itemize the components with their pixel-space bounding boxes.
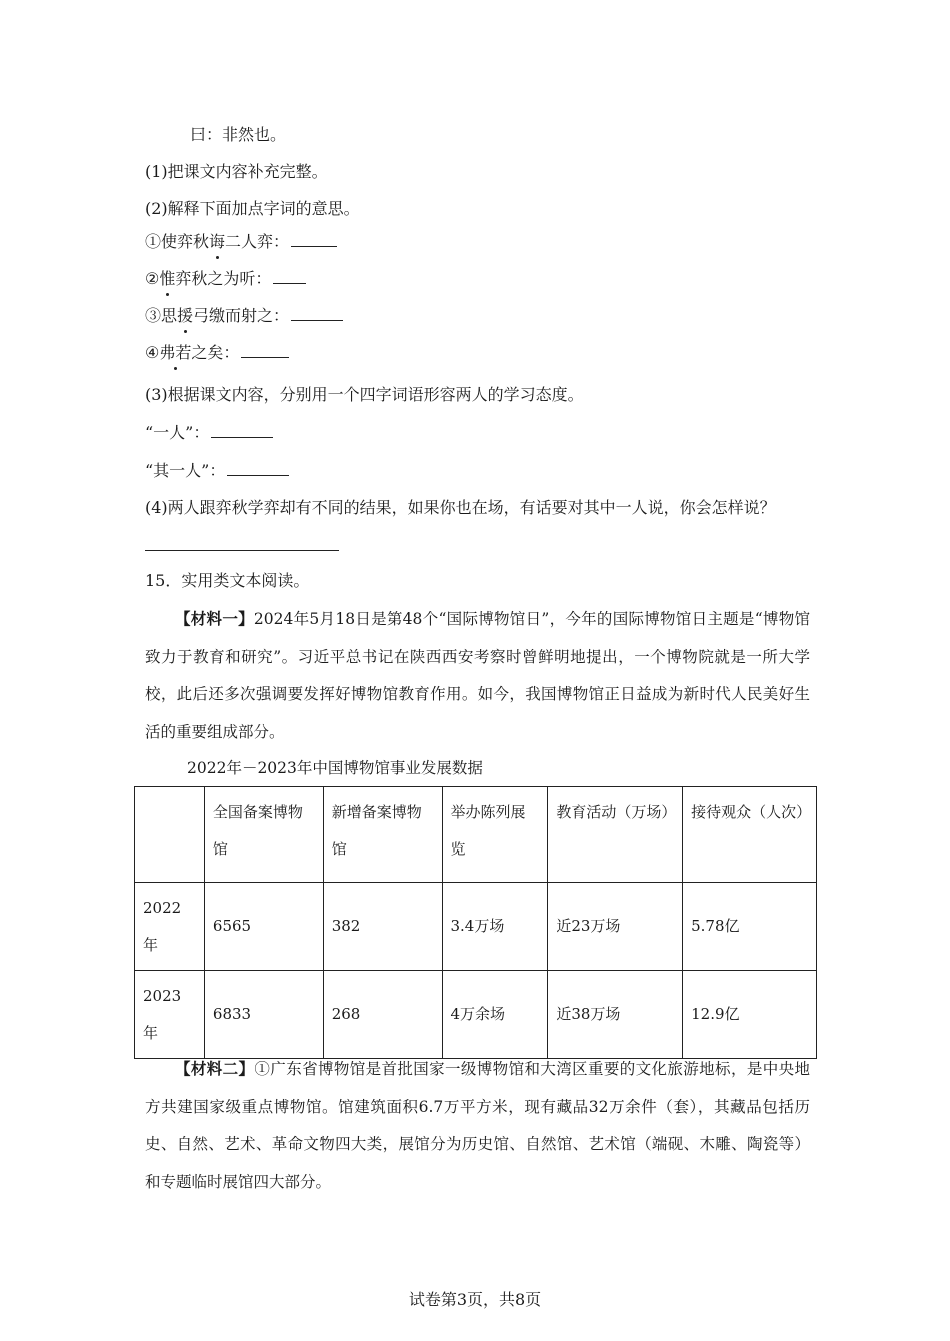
table-cell: 6565 <box>204 883 323 971</box>
page-footer: 试卷第3页，共8页 <box>408 1290 542 1309</box>
text-line: 曰：非然也。 <box>190 125 287 144</box>
table-cell: 近23万场 <box>548 883 683 971</box>
table-cell: 2023年 <box>135 971 205 1059</box>
material-tag: 【材料二】 <box>175 1059 255 1078</box>
material-tag: 【材料一】 <box>175 609 254 628</box>
q2-item-1 <box>145 231 337 253</box>
item-number: ③ <box>145 306 162 325</box>
q3-item-1 <box>145 422 273 444</box>
answer-blank[interactable] <box>241 343 289 358</box>
question-1: (1)把课文内容补充完整。 <box>145 162 328 181</box>
material-text: ①广东省博物馆是首批国家一级博物馆和大湾区重要的文化旅游地标，是中央地方共建国家级重点博物馆。馆建筑面积6.7万平方米，现有藏品32万余件（套），其藏品包括历史、自然、艺术、革命文物四大类，展馆分为历史馆、自然馆、艺术馆（端砚、木雕、陶瓷等）和专题临时展馆四大部分。 <box>145 1060 810 1191</box>
table-header-cell: 接待观众（人次） <box>683 787 817 883</box>
data-table <box>134 786 817 1059</box>
table-row <box>135 971 817 1059</box>
dotted-word: 诲 <box>209 232 226 251</box>
table-cell: 268 <box>323 971 442 1059</box>
dotted-word: 弗若 <box>159 343 192 362</box>
item-text: “一人”： <box>145 423 210 442</box>
table-header-cell: 全国备案博物馆 <box>204 787 323 883</box>
table-cell: 3.4万场 <box>442 883 548 971</box>
answer-blank[interactable] <box>211 423 273 438</box>
q3-item-2 <box>145 460 289 482</box>
item-text: 二人弈： <box>225 232 290 251</box>
material-2 <box>145 1050 810 1201</box>
item-text: “其一人”： <box>145 461 226 480</box>
item-number: ④ <box>145 343 160 362</box>
table-header-cell: 教育活动（万场） <box>548 787 683 883</box>
item-text: 使弈秋 <box>161 232 210 251</box>
table-cell: 5.78亿 <box>683 883 817 971</box>
answer-line[interactable] <box>145 550 339 551</box>
item-number: ① <box>145 232 162 251</box>
table-header-cell: 举办陈列展览 <box>442 787 548 883</box>
material-text: 2024年5月18日是第48个“国际博物馆日”，今年的国际博物馆日主题是“博物馆致力于教育和研究”。习近平总书记在陕西西安考察时曾鲜明地提出，一个博物院就是一所大学校，此后还多次强调要发挥好博物馆教育作用。如今，我国博物馆正日益成为新时代人民美好生活的重要组成部分。 <box>145 610 810 741</box>
question-15: 15．实用类文本阅读。 <box>145 571 310 590</box>
item-number: ② <box>145 269 160 288</box>
table-cell: 382 <box>323 883 442 971</box>
q2-item-3 <box>145 305 343 327</box>
q2-item-2 <box>145 268 306 290</box>
answer-blank[interactable] <box>273 269 306 284</box>
table-header-cell <box>135 787 205 883</box>
item-text: 思 <box>161 306 178 325</box>
question-2: (2)解释下面加点字词的意思。 <box>145 199 360 218</box>
question-3: (3)根据课文内容，分别用一个四字词语形容两人的学习态度。 <box>145 385 584 404</box>
table-title: 2022年－2023年中国博物馆事业发展数据 <box>187 759 483 777</box>
answer-blank[interactable] <box>291 306 343 321</box>
dotted-word: 援 <box>177 306 194 325</box>
table-cell: 4万余场 <box>442 971 548 1059</box>
table-cell: 近38万场 <box>548 971 683 1059</box>
table-cell: 6833 <box>204 971 323 1059</box>
table-cell: 12.9亿 <box>683 971 817 1059</box>
question-4: (4)两人跟弈秋学弈却有不同的结果，如果你也在场，有话要对其中一人说，你会怎样说？ <box>145 498 776 517</box>
answer-blank[interactable] <box>227 461 289 476</box>
dotted-word: 惟 <box>159 269 176 288</box>
item-text: 弓缴而射之： <box>193 306 290 325</box>
item-text: 之矣： <box>191 343 240 362</box>
answer-blank[interactable] <box>291 232 337 247</box>
item-text: 弈秋之为听： <box>175 269 272 288</box>
table-header-row <box>135 787 817 883</box>
table-row <box>135 883 817 971</box>
material-1 <box>145 600 810 751</box>
table-cell: 2022年 <box>135 883 205 971</box>
table-header-cell: 新增备案博物馆 <box>323 787 442 883</box>
q2-item-4 <box>145 342 289 364</box>
